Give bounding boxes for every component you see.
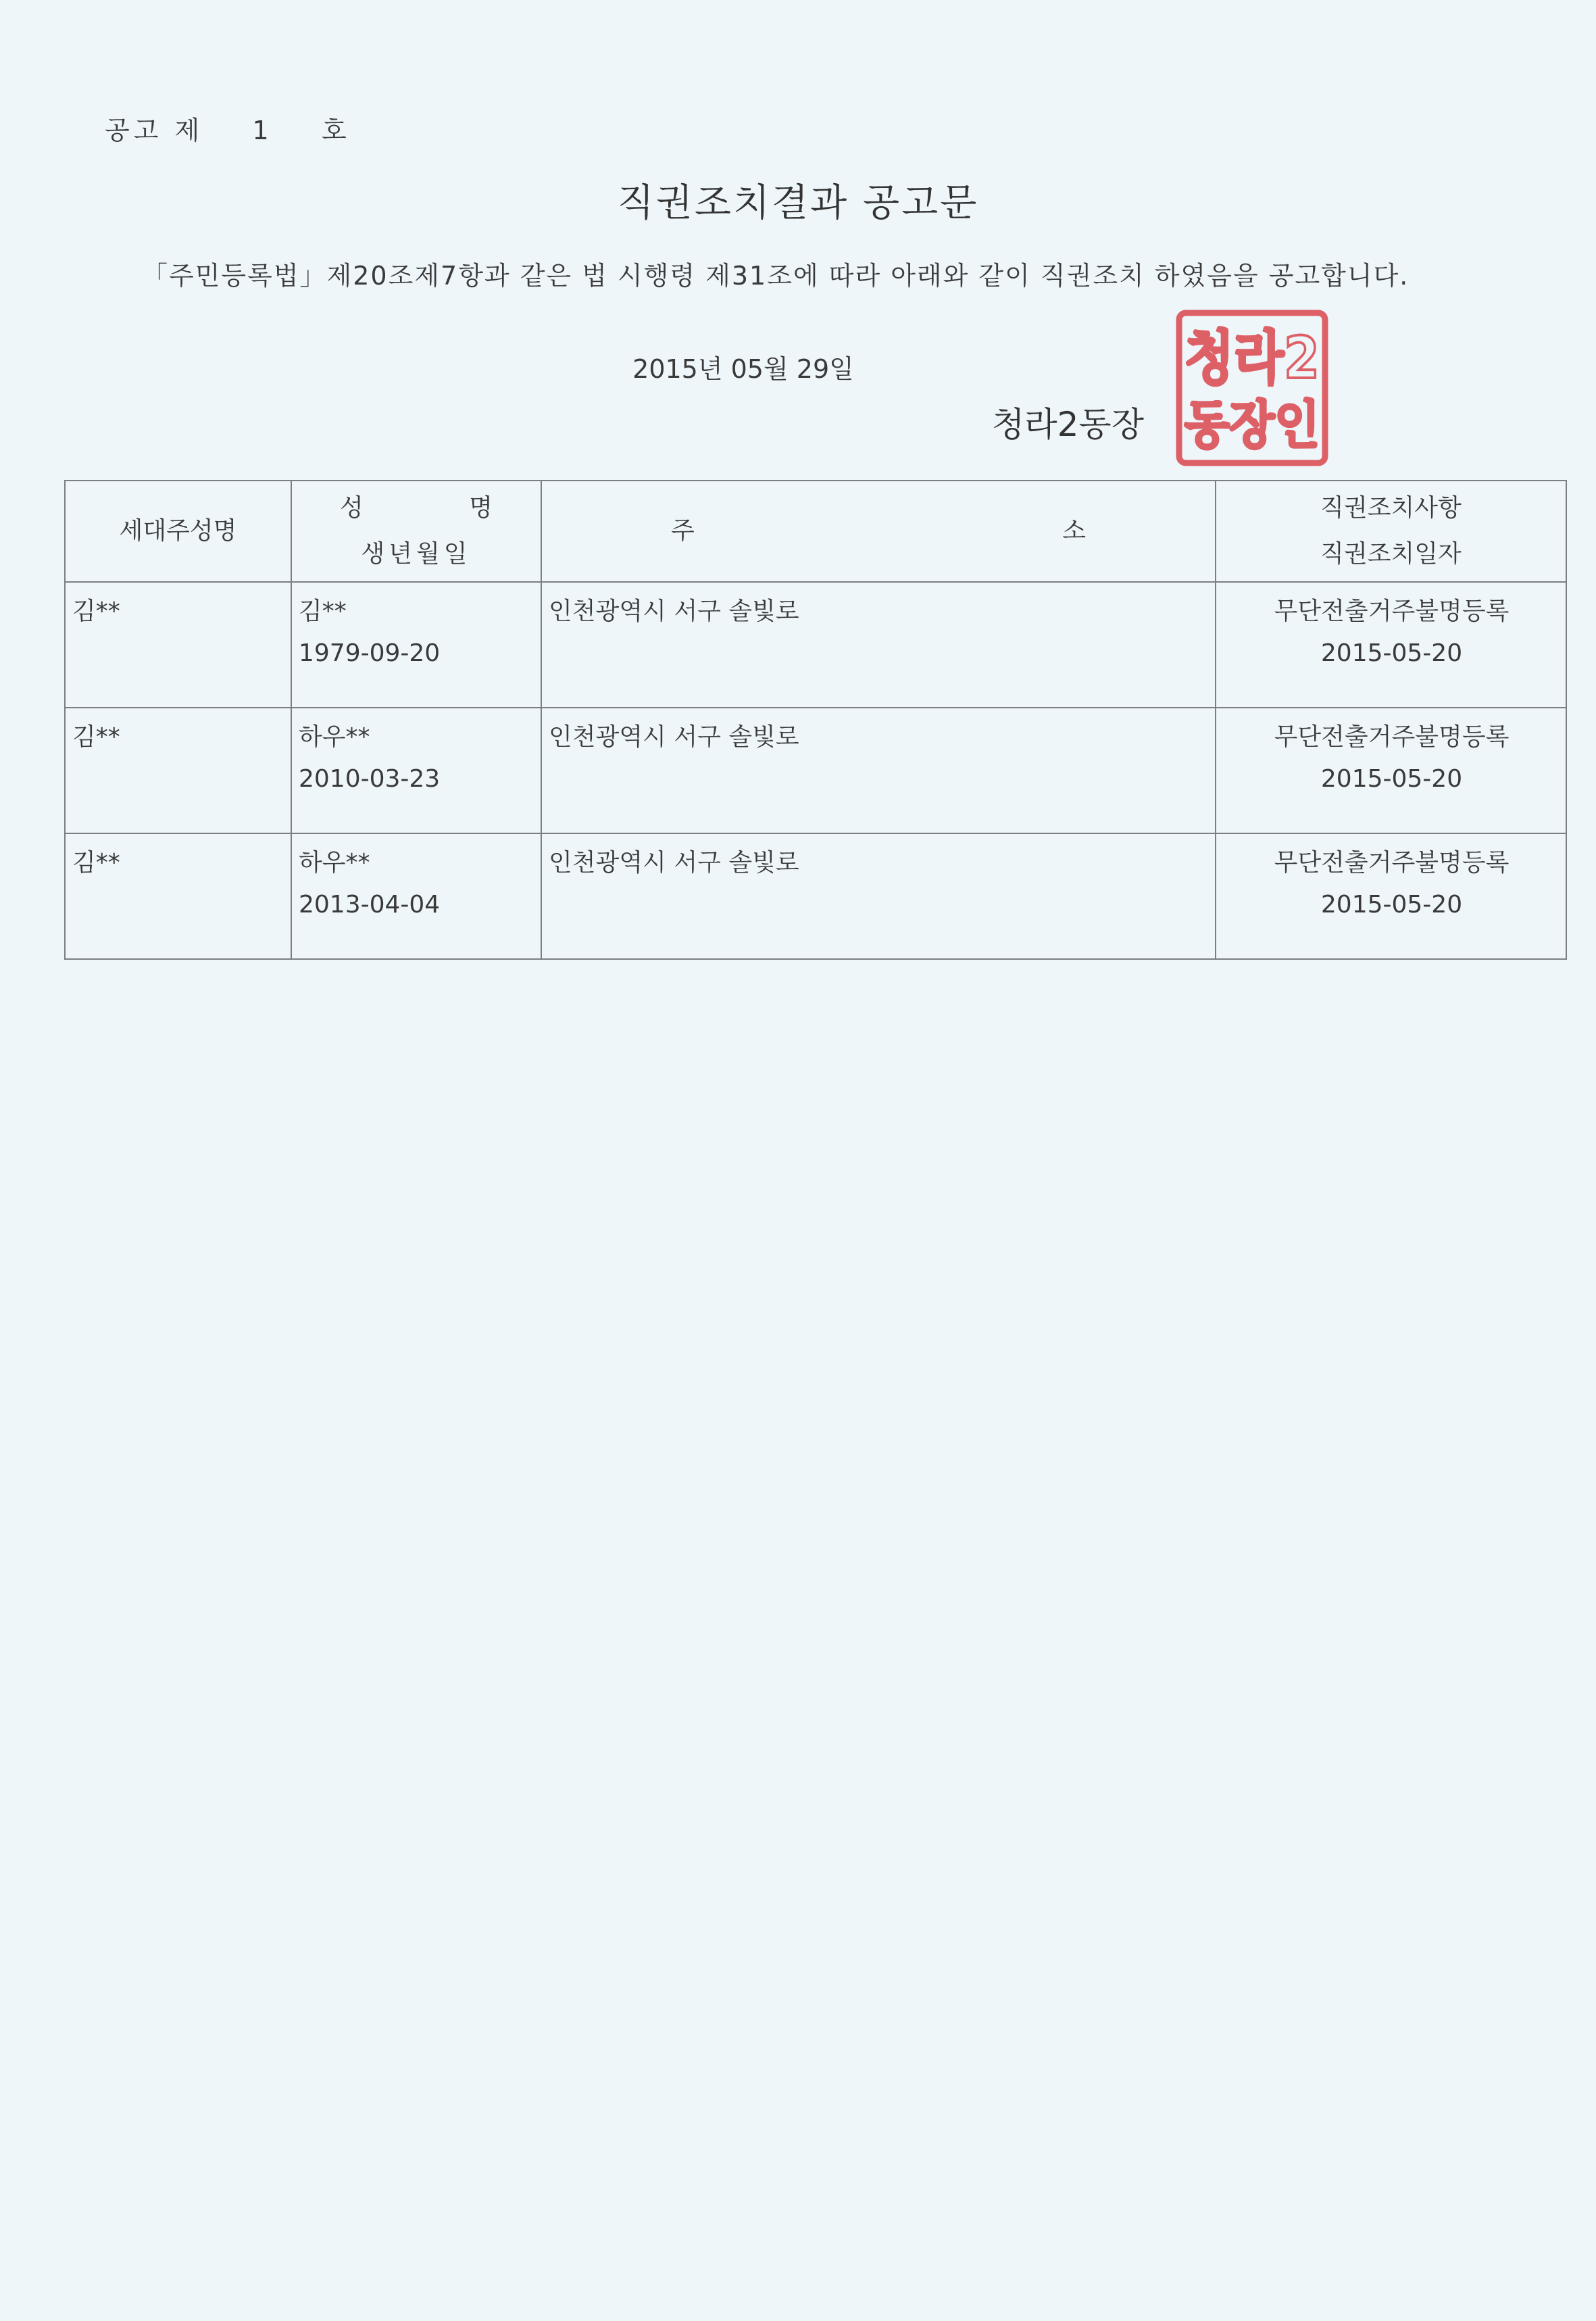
records-table: [64, 480, 1567, 960]
notice-number: 공고 제 1 호: [105, 116, 351, 145]
svg-text:청라2: 청라2: [1184, 324, 1320, 392]
header-action-bottom: 직권조치일자: [1320, 540, 1462, 568]
notice-body-text: 「주민등록법」제20조제7항과 같은 법 시행령 제31조에 따라 아래와 같이 직권조치 하였음을 공고합니다.: [142, 261, 1410, 291]
document-title: 직권조치결과 공고문: [617, 181, 979, 225]
cell-address: 인천광역시 서구 솔빛로: [541, 708, 1216, 833]
cell-action-type: 무단전출거주불명등록: [1274, 723, 1510, 751]
cell-action-type: 무단전출거주불명등록: [1274, 597, 1510, 625]
cell-birth: 1979-09-20: [299, 639, 441, 667]
cell-address: 인천광역시 서구 솔빛로: [541, 582, 1216, 708]
table-header-row: [65, 481, 1566, 582]
header-action-top: 직권조치사항: [1320, 494, 1462, 522]
header-address: [541, 481, 1216, 582]
cell-name-birth: [291, 708, 541, 833]
official-seal-stamp: [1172, 308, 1332, 470]
header-address-right: 소: [1062, 517, 1086, 545]
header-action: [1216, 481, 1566, 582]
cell-action-date: 2015-05-20: [1320, 891, 1463, 919]
cell-name: 하우**: [299, 723, 370, 751]
cell-birth: 2013-04-04: [299, 891, 441, 919]
cell-name: 김**: [299, 597, 347, 625]
cell-action: [1216, 708, 1566, 833]
cell-address: 인천광역시 서구 솔빛로: [541, 833, 1216, 959]
header-birth: 생년월일: [361, 540, 472, 568]
cell-householder: 김**: [65, 708, 291, 833]
issuing-authority: 청라2동장: [992, 405, 1145, 444]
cell-name-birth: [291, 582, 541, 708]
header-householder: 세대주성명: [65, 481, 291, 582]
header-name-right: 명: [469, 494, 493, 522]
notice-date: 2015년 05월 29일: [632, 354, 854, 384]
cell-action-date: 2015-05-20: [1320, 765, 1463, 793]
cell-action-date: 2015-05-20: [1320, 639, 1463, 667]
table-row: [65, 708, 1566, 833]
table-row: [65, 582, 1566, 708]
svg-text:동장인: 동장인: [1184, 395, 1320, 455]
table-row: [65, 833, 1566, 959]
cell-name: 하우**: [299, 849, 370, 877]
cell-action: [1216, 582, 1566, 708]
header-name-birth: [291, 481, 541, 582]
header-name-left: 성: [340, 494, 364, 522]
cell-name-birth: [291, 833, 541, 959]
cell-birth: 2010-03-23: [299, 765, 441, 793]
cell-householder: 김**: [65, 833, 291, 959]
header-address-left: 주: [671, 517, 695, 545]
cell-action-type: 무단전출거주불명등록: [1274, 849, 1510, 877]
cell-action: [1216, 833, 1566, 959]
cell-householder: 김**: [65, 582, 291, 708]
